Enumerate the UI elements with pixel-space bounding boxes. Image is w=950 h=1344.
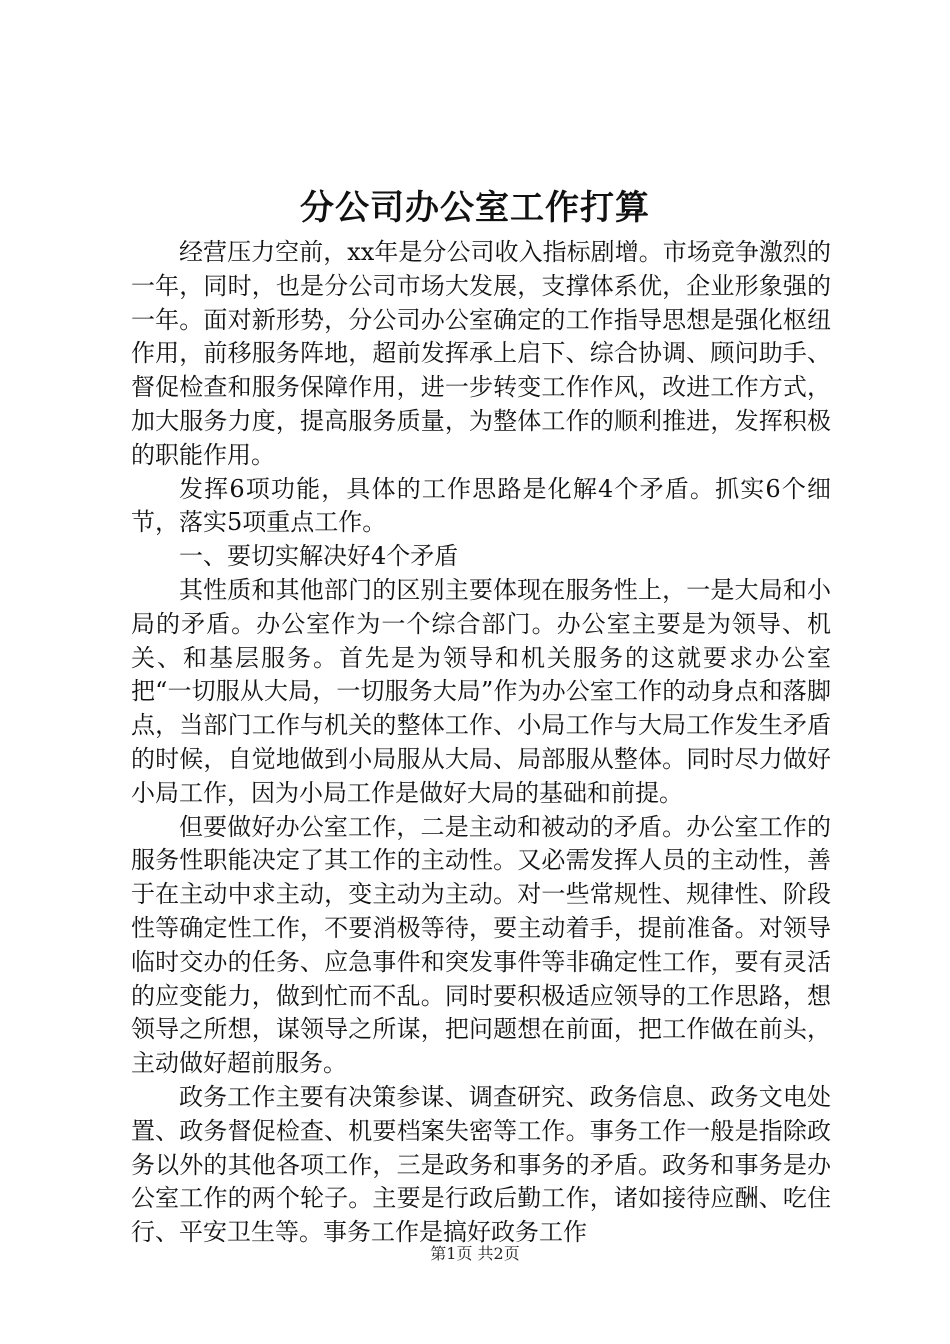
paragraph-1: 经营压力空前，xx年是分公司收入指标剧增。市场竞争激烈的一年，同时，也是分公司市场大发展，支撑体系优，企业形象强的一年。面对新形势，分公司办公室确定的工作指导思想是强化枢纽作用，前移服务阵地，超前发挥承上启下、综合协调、顾问助手、督促检查和服务保障作用，进一步转变工作作风，改进工作方式，加大服务力度，提高服务质量，为整体工作的顺利推进，发挥积极的职能作用。 xyxy=(131,238,831,469)
paragraph-2: 发挥6项功能，具体的工作思路是化解4个矛盾。抓实6个细节，落实5项重点工作。 xyxy=(131,474,831,537)
paragraph-5: 政务工作主要有决策参谋、调查研究、政务信息、政务文电处置、政务督促检查、机要档案失密等工作。事务工作一般是指除政务以外的其他各项工作，三是政务和事务的矛盾。政务和事务是办公室工作的两个轮子。主要是行政后勤工作，诸如接待应酬、吃住行、平安卫生等。事务工作是搞好政务工作 xyxy=(131,1082,831,1247)
section-heading-1: 一、要切实解决好4个矛盾 xyxy=(179,542,459,571)
paragraph-3: 其性质和其他部门的区别主要体现在服务性上，一是大局和小局的矛盾。办公室作为一个综合部门。办公室主要是为领导、机关、和基层服务。首先是为领导和机关服务的这就要求办公室把“一切服从大局，一切服务大局”作为办公室工作的动身点和落脚点，当部门工作与机关的整体工作、小局工作与大局工作发生矛盾的时候，自觉地做到小局服从大局、局部服从整体。同时尽力做好小局工作，因为小局工作是做好大局的基础和前提。 xyxy=(131,575,831,807)
page-footer: 第1页 共2页 xyxy=(430,1244,520,1263)
document-body xyxy=(131,236,831,1250)
document-title: 分公司办公室工作打算 xyxy=(300,188,650,228)
paragraph-4: 但要做好办公室工作，二是主动和被动的矛盾。办公室工作的服务性职能决定了其工作的主动性。又必需发挥人员的主动性，善于在主动中求主动，变主动为主动。对一些常规性、规律性、阶段性等确定性工作，不要消极等待，要主动着手，提前准备。对领导临时交办的任务、应急事件和突发事件等非确定性工作，要有灵活的应变能力，做到忙而不乱。同时要积极适应领导的工作思路，想领导之所想，谋领导之所谋，把问题想在前面，把工作做在前头，主动做好超前服务。 xyxy=(131,812,831,1078)
